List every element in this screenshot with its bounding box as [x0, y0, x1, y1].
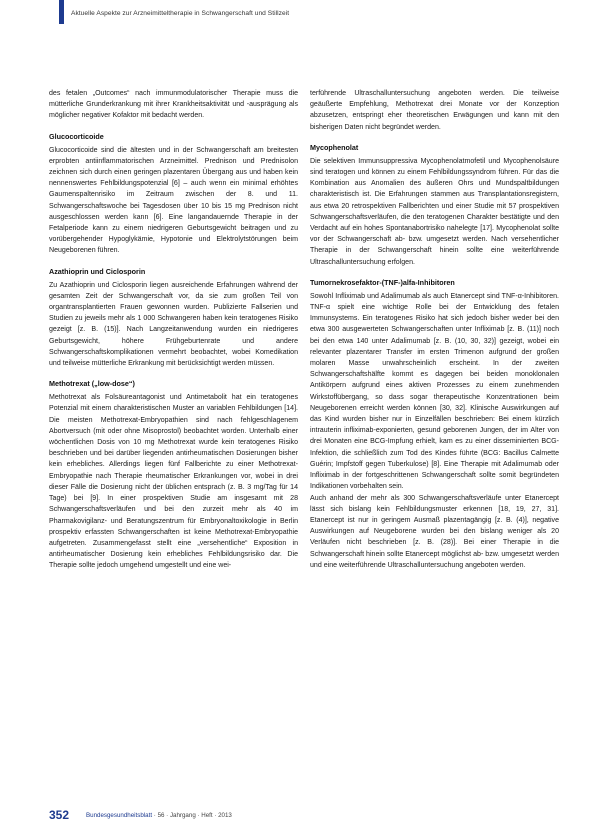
paragraph-etanercept: Auch anhand der mehr als 300 Schwangerschaftsverläufe unter Etanercept lässt sich bislang kein Fehlbildungsmuster erkennen [18, 19, 27, 31]. Etanercept ist nur in geringem Ausmaß plazentagängig [z. B. (4)], negative Auswirkungen auf Neugeborene wurden bei den bislang weniger als 20 Verläufen nicht beschrieben [z. B. (28)]. Bei einer Therapie in die Schwangerschaft hinein sollte Etanercept möglichst ab- bzw. umgesetzt werden und eine weiterführende Ultraschalluntersuchung angeboten werden.	[310, 494, 559, 569]
header-accent-bar	[59, 0, 64, 24]
journal-volume: · 56 · Jahrgang · Heft · 2013	[153, 812, 232, 819]
page-number: 352	[49, 808, 70, 822]
heading-tnf-inhibitoren: Tumornekrosefaktor-(TNF-)alfa-Inhibitoren	[310, 277, 455, 287]
paragraph-methotrexat: Methotrexat als Folsäureantagonist und Antimetabolit hat ein teratogenes Potenzial mit einem charakteristischen Muster an variablen Fehlbildungen [14]. Die meisten Methotrexat-Embryopathien sind nach fehlgeschlagenem Abortversuch (mit oder ohne Misoprostol) beobachtet worden. Unterhalb einer wöchentlichen Dosis von 10 mg Methotrexat wurde kein teratogenes Risiko beschrieben und bei darüber liegenden antirheumatischen Dosierungen bisher kein erhebliches. Allerdings liegen fünf Fallberichte zu einer Methotrexat-Embryopathie nach Therapie rheumatischer Erkrankungen vor, wobei in drei dieser Fälle die Dosierung nicht der üblichen entsprach (z. B. 3 mg/Tag für 14 Tage) bei [9]. In einer prospektiven Studie am insgesamt mit 28 Schwangerschaftsverläufen und bei den zurzeit mehr als 40 im Pharmakovigilanz- und Beratungszentrum für Embryonaltoxikologie in Berlin prospektiv erfassten Schwangerschaften ist keine Methotrexat-Embryopathie aufgetreten. Zusammengefasst stellt eine „versehentliche“ Exposition in antirheumatischer Dosierung kein erhebliches Fehlbildungsrisiko dar. Die Therapie sollte jedoch umgehend umgestellt und eine wei-	[49, 394, 298, 570]
heading-azathioprin: Azathioprin und Ciclosporin	[49, 266, 146, 276]
heading-glucocorticoide: Glucocorticoide	[49, 131, 104, 141]
left-intro-paragraph: des fetalen „Outcomes“ nach immunmodulatorischer Therapie muss die mütterliche Grunderkrankung mit ihrer Krankheitsaktivität und -ausprägung als möglicher negativer Kofaktor mit bedacht werden.	[49, 90, 298, 120]
page-header	[0, 0, 598, 30]
paragraph-glucocorticoide: Glucocorticoide sind die ältesten und in der Schwangerschaft am breitesten erprobten antiinflammatorischen Arzneimittel. Prednison und Prednisolon zeichnen sich durch einen geringen plazentaren Übergang aus und haben kein nennenswertes Fehlbildungspotenzial [6] – auch wenn ein minimal erhöhtes Gaumenspaltenrisiko im Zeitraum zwischen der 8. und 11. Schwangerschaftswoche bei Tagesdosen über 10 bis 15 mg Prednison nicht ausgeschlossen werden kann [6]. Eine langandauernde Therapie in der Fetalperiode kann zu einem niedrigeren Geburtsgewicht beitragen und zu vorübergehender Hypoglykämie, Hypotonie und Elektrolytstörungen beim Neugeborenen führen.	[49, 146, 298, 255]
page-footer	[0, 802, 598, 830]
right-intro-paragraph: terführende Ultraschalluntersuchung angeboten werden. Die teilweise geäußerte Empfehlung, Methotrexat drei Monate vor der Konzeption abzusetzen, entspringt eher theoretischen Erwägungen und kann mit den bisherigen Daten nicht begründet werden.	[310, 90, 559, 131]
left-column	[49, 88, 298, 572]
paragraph-tnf-inhibitoren: Sowohl Infliximab und Adalimumab als auch Etanercept sind TNF-α-Inhibitoren. TNF-α spielt eine wichtige Rolle bei der Entwicklung des fetalen Immunsystems. Ein teratogenes Risiko hat sich jedoch bisher weder bei den etwa 300 ausgewerteten Schwangerschaften unter Infliximab [z. B. (11)] noch bei den etwa 140 unter Adalimumab [z. B. (10, 30, 32)] gezeigt, wobei ein relevanter plazentarer Transfer im ersten Trimenon aufgrund der großen molaren Masse unwahrscheinlich erscheint. In der zweiten Schwangerschaftshälfte kommt es dagegen bei beiden monoklonalen Antikörpern aufgrund eines aktiven Prozesses zu einem zunehmenden Wirkstoffübergang, so dass sogar therapeutische Konzentrationen beim Neugeborenen erreicht werden können [30, 32]. Klinische Auswirkungen auf das Kind wurden bisher nur in Einzelfällen beschrieben: Bei einem kürzlich intrauterin infliximab-exponierten, gesund geborenen Jungen, der im Alter von drei Monaten eine BCG-Impfung erhielt, kam es zu einer disseminierten BCG-Infektion, die schließlich zum Tod des Kindes führte (BCG: Bacillus Calmette Guérin; Impfstoff gegen Tuberkulose) [8]. Eine Therapie mit Adalimumab oder Infliximab in der fortgeschrittenen Schwangerschaft sollte somit begründeten Indikationen vorbehalten sein.	[310, 292, 559, 491]
journal-name: Bundesgesundheitsblatt	[86, 812, 153, 819]
journal-citation	[86, 812, 232, 819]
paragraph-azathioprin: Zu Azathioprin und Ciclosporin liegen ausreichende Erfahrungen während der gesamten Zeit der Schwangerschaft vor, da sie zum großen Teil von organtransplantierten Frauen gewonnen wurden. Publizierte Fallserien und Studien zu jeweils mehr als 1 000 Schwangeren haben kein teratogenes Risiko gezeigt [z. B. (15)]. Nach Langzeitanwendung wurden ein niedrigeres Geburtsgewicht, höhere Frühgeburtenrate und andere Schwangerschaftskomplikationen vermehrt beobachtet, wobei Komedikation und teilweise mütterliche Erkrankung mit berücksichtigt werden müssen.	[49, 281, 298, 368]
right-column	[310, 88, 559, 571]
heading-methotrexat: Methotrexat („low-dose“)	[49, 379, 135, 389]
running-title: Aktuelle Aspekte zur Arzneimitteltherapie in Schwangerschaft und Stillzeit	[71, 10, 290, 17]
paragraph-mycophenolat: Die selektiven Immunsuppressiva Mycophenolatmofetil und Mycophenolsäure sind teratogen und können zu einem Fehlbildungssyndrom führen. Für das die Kombination aus Anomalien des äußeren Ohrs und Mundspaltbildungen charakteristisch ist. Die Erfahrungen stammen aus Transplantationsregistern, aus etwa 20 retrospektiven Fallberichten und einer Studie mit 57 prospektiven Schwangerschaftsverläufen, die den teratogenen Charakter bestätigte und den Verdacht auf ein hohes Spontanabortrisiko nahelegte [17]. Mycophenolat sollte vor der Schwangerschaft ab- bzw. umgesetzt werden. Nach versehentlicher Therapie in der Schwangerschaft hinein sollte eine weiterführende Ultraschalluntersuchung erfolgen.	[310, 157, 559, 266]
heading-mycophenolat: Mycophenolat	[310, 142, 359, 152]
